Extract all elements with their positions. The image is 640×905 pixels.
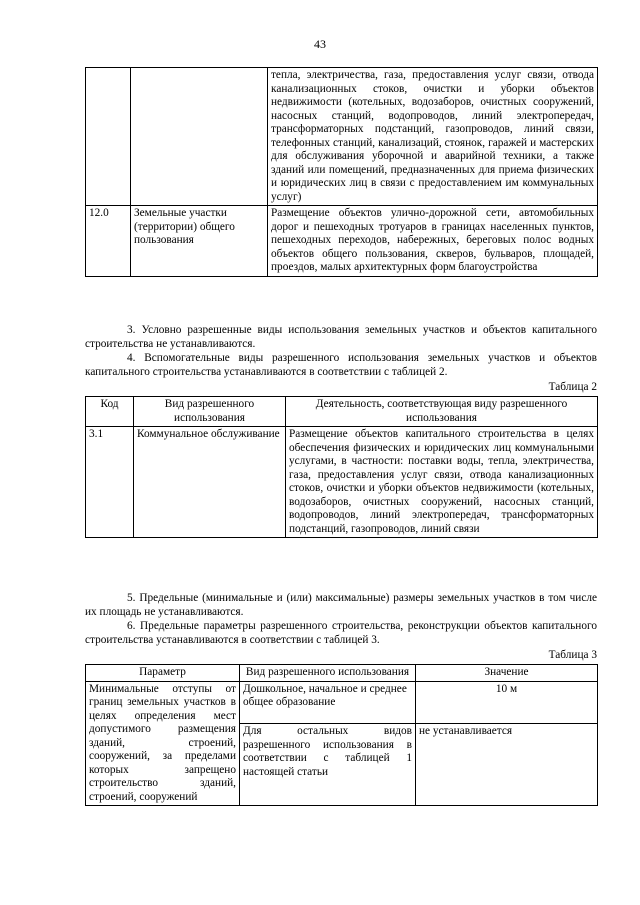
- table2-header-activity: Деятельность, соответствующая виду разрешенного использования: [286, 397, 598, 427]
- paragraph-5: 5. Предельные (минимальные и (или) максимальные) размеры земельных участков в том числе их площадь не устанавливаются.: [85, 592, 597, 618]
- table2-code-cell: 3.1: [86, 427, 134, 538]
- table-row: [86, 68, 598, 206]
- table3-value-cell: не устанавливается: [416, 724, 598, 806]
- table1-description-cell: Размещение объектов улично-дорожной сети, автомобильных дорог и пешеходных тротуаров в границах населенных пунктов, пешеходных переходов, набережных, береговых полос водных объектов общего пользования, скверов, бульваров, площадей, проездов, малых архитектурных форм благоустройства: [268, 206, 598, 277]
- table-header-row: [86, 397, 598, 427]
- table3-use-cell: Для остальных видов разрешенного использования в соответствии с таблицей 1 настоящей статьи: [240, 724, 416, 806]
- table1-name-cell: Земельные участки (территории) общего пользования: [131, 206, 268, 277]
- table3-header-use: Вид разрешенного использования: [240, 665, 416, 682]
- table2-description-cell: Размещение объектов капитального строительства в целях обеспечения физических и юридических лиц коммунальными услугами, в частности: поставки воды, тепла, электричества, газа, предоставления услуг связи, отвода канализационных стоков, очистки и уборки объектов недвижимости (котельных, водозаборов, очистных сооружений, насосных станций, водопроводов, линий электропередач, трансформаторных подстанций, газопроводов, линий связи: [286, 427, 598, 538]
- table1-code-cell: [86, 68, 131, 206]
- paragraph-4: 4. Вспомогательные виды разрешенного использования земельных участков и объектов капитального строительства устанавливаются в соответствии с таблицей 2.: [85, 352, 597, 378]
- table-1: [85, 67, 598, 277]
- page-number: 43: [314, 37, 326, 51]
- table-3: [85, 664, 598, 806]
- table2-header-use: Вид разрешенного использования: [134, 397, 286, 427]
- table1-description-cell: тепла, электричества, газа, предоставления услуг связи, отвода канализационных стоков, очистки и уборки объектов недвижимости (котельных, водозаборов, очистных сооружений, насосных станций, водопроводов, линий электропередач, трансформаторных подстанций, газопроводов, линий связи, телефонных станций, канализаций, стоянок, гаражей и мастерских для обслуживания уборочной и аварийной техники, а также зданий или помещений, предназначенных для приема физических и юридических лиц в связи с предоставлением им коммунальных услуг): [268, 68, 598, 206]
- table3-value-cell: 10 м: [416, 681, 598, 724]
- table-row: [86, 427, 598, 538]
- paragraph-3: 3. Условно разрешенные виды использования земельных участков и объектов капитального строительства не устанавливаются.: [85, 324, 597, 350]
- table-row: [86, 206, 598, 277]
- table3-use-cell: Дошкольное, начальное и среднее общее образование: [240, 681, 416, 724]
- table3-header-parameter: Параметр: [86, 665, 240, 682]
- table3-header-value: Значение: [416, 665, 598, 682]
- table2-header-code: Код: [86, 397, 134, 427]
- table2-name-cell: Коммунальное обслуживание: [134, 427, 286, 538]
- table1-name-cell: [131, 68, 268, 206]
- table-2: [85, 396, 598, 538]
- table-3-caption: Таблица 3: [548, 649, 597, 661]
- table3-parameter-cell: Минимальные отступы от границ земельных участков в целях определения мест допустимого размещения зданий, строений, сооружений, за пределами которых запрещено строительство зданий, строений, сооружений: [86, 681, 240, 806]
- table-row: [86, 681, 598, 724]
- table-header-row: [86, 665, 598, 682]
- table1-code-cell: 12.0: [86, 206, 131, 277]
- paragraph-6: 6. Предельные параметры разрешенного строительства, реконструкции объектов капитального строительства устанавливаются в соответствии с таблицей 3.: [85, 620, 597, 646]
- table-2-caption: Таблица 2: [548, 381, 597, 393]
